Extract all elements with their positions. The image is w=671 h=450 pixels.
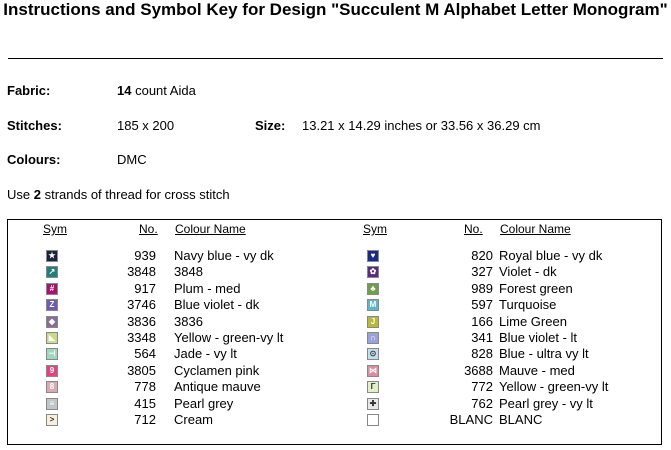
header-no-left: No. (139, 222, 158, 236)
dmc-number: 3688 (464, 362, 493, 378)
stitches-value: 185 x 200 (117, 118, 175, 133)
dmc-number: 564 (134, 346, 156, 362)
symbol-swatch-icon: 9 (46, 365, 58, 377)
key-row (0, 379, 671, 395)
symbol-swatch-icon: ↗ (46, 266, 58, 278)
colour-name: Cyclamen pink (174, 362, 260, 378)
colour-name: 3848 (174, 264, 203, 280)
colour-name: Forest green (499, 280, 573, 296)
colours-label: Colours: (7, 152, 61, 167)
strands-pre: Use (7, 187, 34, 202)
dmc-number: 327 (471, 264, 493, 280)
symbol-swatch-icon: ♣ (367, 283, 379, 295)
key-row (0, 248, 671, 264)
symbol-swatch-icon: ✿ (367, 266, 379, 278)
colour-name: Blue violet - dk (174, 297, 260, 313)
symbol-swatch-icon: ⊙ (367, 348, 379, 360)
header-sym-left: Sym (43, 222, 67, 236)
symbol-swatch-icon: ◆ (46, 316, 58, 328)
symbol-swatch-icon: 8 (46, 381, 58, 393)
header-name-left: Colour Name (175, 222, 246, 236)
dmc-number: 917 (134, 280, 156, 296)
colour-name: Pearl grey - vy lt (499, 395, 593, 411)
symbol-swatch-icon: ⋈ (369, 365, 377, 375)
key-row (0, 330, 671, 346)
dmc-number: 597 (471, 297, 493, 313)
strands-note (7, 187, 230, 202)
colour-name: Pearl grey (174, 395, 234, 411)
dmc-number: 3746 (127, 297, 156, 313)
fabric-label: Fabric: (7, 83, 51, 98)
colour-name: Yellow - green-vy lt (499, 379, 609, 395)
symbol-swatch-icon: ★ (46, 250, 58, 262)
page-title: Instructions and Symbol Key for Design "Succulent M Alphabet Letter Monogram" (3, 0, 668, 19)
colour-name: Blue violet - lt (499, 330, 578, 345)
dmc-number: 989 (471, 280, 493, 296)
symbol-swatch-icon: > (46, 414, 58, 426)
dmc-number: 828 (471, 346, 493, 362)
key-row (0, 363, 671, 379)
colour-name: Mauve - med (499, 362, 575, 378)
colour-name: Yellow - green-vy lt (174, 330, 284, 345)
dmc-number: 820 (471, 248, 493, 263)
dmc-number: 772 (471, 379, 493, 395)
dmc-number: 3348 (127, 330, 156, 345)
colours-value: DMC (117, 152, 147, 167)
fabric-count: 14 (117, 83, 132, 98)
fabric-value (117, 83, 196, 98)
symbol-swatch-icon: M (367, 299, 379, 311)
symbol-swatch-icon: # (46, 283, 58, 295)
dmc-number: 712 (134, 412, 156, 427)
dmc-number: 939 (134, 248, 156, 263)
colour-name: Blue - ultra vy lt (499, 346, 589, 362)
dmc-number: 778 (134, 379, 156, 395)
symbol-swatch-icon: Γ (367, 381, 379, 393)
key-row (0, 281, 671, 297)
colour-name: Cream (174, 412, 214, 427)
dmc-number: 3805 (127, 362, 156, 378)
colour-name: 3836 (174, 313, 203, 329)
stitches-label: Stitches: (7, 118, 62, 133)
symbol-swatch-icon: ♥ (367, 250, 379, 262)
symbol-swatch-icon (367, 414, 379, 426)
dmc-number: 415 (134, 395, 156, 411)
key-row (0, 314, 671, 330)
header-no-right: No. (464, 222, 483, 236)
key-row (0, 412, 671, 428)
colour-name: Violet - dk (499, 264, 557, 280)
header-sym-right: Sym (363, 222, 387, 236)
colour-name: Lime Green (499, 313, 567, 329)
title-divider (8, 58, 663, 59)
key-row (0, 297, 671, 313)
header-name-right: Colour Name (500, 222, 571, 236)
size-value: 13.21 x 14.29 inches or 33.56 x 36.29 cm (302, 118, 541, 133)
dmc-number: 3848 (127, 264, 156, 280)
dmc-number: BLANC (449, 412, 493, 427)
colour-name: Jade - vy lt (174, 346, 237, 362)
colour-name: Plum - med (174, 280, 241, 296)
colour-name: Navy blue - vy dk (174, 248, 274, 263)
dmc-number: 762 (471, 395, 493, 411)
dmc-number: 166 (471, 313, 493, 329)
strands-post: strands of thread for cross stitch (40, 187, 230, 202)
dmc-number: 341 (471, 330, 493, 345)
symbol-swatch-icon: ∩ (367, 332, 379, 344)
key-row (0, 346, 671, 362)
symbol-swatch-icon: ⊣ (46, 348, 58, 360)
colour-name: BLANC (499, 412, 543, 427)
key-row (0, 396, 671, 412)
symbol-swatch-icon: ≡ (46, 398, 58, 410)
colour-name: Royal blue - vy dk (499, 248, 603, 263)
fabric-text: count Aida (135, 83, 196, 98)
dmc-number: 3836 (127, 313, 156, 329)
symbol-swatch-icon: Z (46, 299, 58, 311)
strands-count: 2 (33, 187, 41, 202)
symbol-swatch-icon: J (367, 316, 379, 328)
symbol-swatch-icon: ✚ (367, 398, 379, 410)
colour-name: Turquoise (499, 297, 557, 313)
key-row (0, 264, 671, 280)
symbol-swatch-icon: ◣ (46, 332, 58, 344)
size-label: Size: (255, 118, 286, 133)
colour-name: Antique mauve (174, 379, 261, 395)
